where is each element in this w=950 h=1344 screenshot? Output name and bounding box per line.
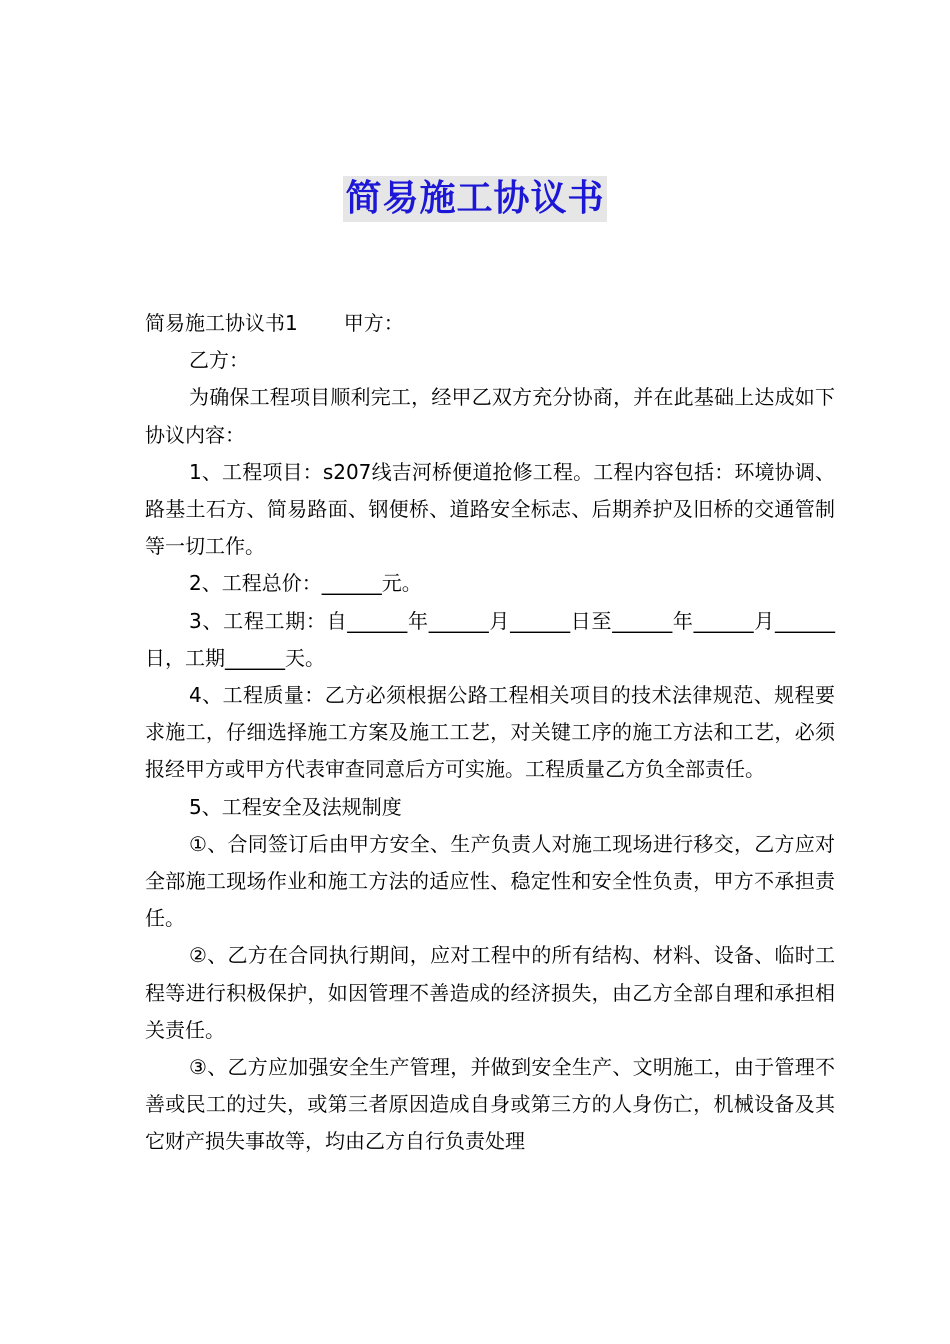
title-container bbox=[0, 176, 950, 222]
paragraph-clause-2: ②、乙方在合同执行期间，应对工程中的所有结构、材料、设备、临时工程等进行积极保护，如因管理不善造成的经济损失，由乙方全部自理和承担相关责任。 bbox=[145, 943, 835, 1042]
paragraph-intro: 为确保工程项目顺利完工，经甲乙双方充分协商，并在此基础上达成如下协议内容： bbox=[145, 385, 835, 447]
paragraph-item-3: 3、工程工期：自______年______月______日至______年______月______日，工期______天。 bbox=[145, 608, 835, 670]
paragraph-item-4: 4、工程质量：乙方必须根据公路工程相关项目的技术法律规范、规程要求施工，仔细选择施工方案及施工工艺，对关键工序的施工方法和工艺，必须报经甲方或甲方代表审查同意后方可实施。工程质量乙方负全部责任。 bbox=[145, 683, 835, 782]
document-body bbox=[145, 305, 835, 1161]
paragraph-item-5: 5、工程安全及法规制度 bbox=[189, 794, 402, 819]
heading-line bbox=[145, 305, 835, 342]
party-a-label: 甲方： bbox=[343, 311, 404, 335]
party-b-label: 乙方： bbox=[189, 348, 249, 373]
heading-label: 简易施工协议书1 bbox=[145, 311, 298, 335]
paragraph-clause-3: ③、乙方应加强安全生产管理，并做到安全生产、文明施工，由于管理不善或民工的过失，或第三者原因造成自身或第三方的人身伤亡，机械设备及其它财产损失事故等，均由乙方自行负责处理 bbox=[145, 1055, 835, 1154]
paragraph-item-1: 1、工程项目：s207线吉河桥便道抢修工程。工程内容包括：环境协调、路基土石方、简易路面、钢便桥、道路安全标志、后期养护及旧桥的交通管制等一切工作。 bbox=[145, 459, 835, 559]
paragraph-item-2: 2、工程总价：______元。 bbox=[189, 571, 422, 596]
document-title: 简易施工协议书 bbox=[343, 176, 606, 222]
paragraph-clause-1: ①、合同签订后由甲方安全、生产负责人对施工现场进行移交，乙方应对全部施工现场作业和施工方法的适应性、稳定性和安全性负责，甲方不承担责任。 bbox=[145, 831, 835, 931]
